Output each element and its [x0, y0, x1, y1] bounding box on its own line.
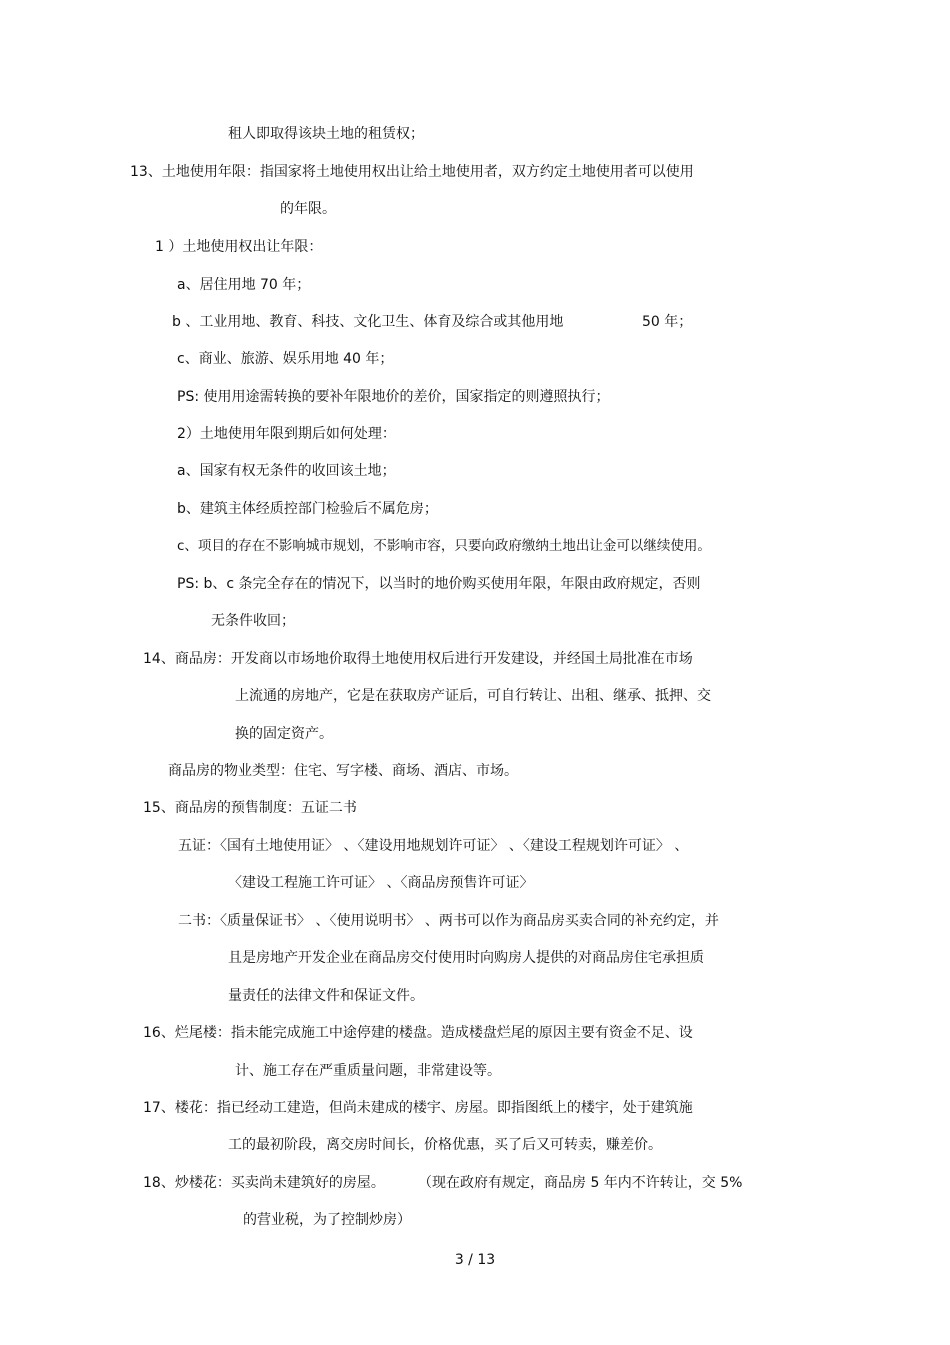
text-line: 二书：〈质量保证书〉 、〈使用说明书〉 、两书可以作为商品房买卖合同的补充约定，并: [178, 913, 719, 929]
text-line: 无条件收回；: [211, 613, 295, 629]
text-line: 上流通的房地产，它是在获取房产证后，可自行转让、出租、继承、抵押、交: [235, 688, 711, 704]
text-line: 商品房的物业类型：住宅、写字楼、商场、酒店、市场。: [168, 763, 518, 779]
text-line: a、居住用地 70 年；: [177, 277, 311, 293]
text-line: 工的最初阶段，离交房时间长，价格优惠，买了后又可转卖，赚差价。: [228, 1137, 662, 1153]
text-line: 14、商品房：开发商以市场地价取得土地使用权后进行开发建设，并经国土局批准在市场: [143, 651, 693, 667]
text-line: c、商业、旅游、娱乐用地 40 年；: [177, 351, 394, 367]
text-line: b 、工业用地、教育、科技、文化卫生、体育及综合或其他用地: [172, 314, 564, 330]
text-line: c、项目的存在不影响城市规划，不影响市容，只要向政府缴纳土地出让金可以继续使用。: [177, 538, 711, 554]
text-line: 2）土地使用年限到期后如何处理：: [177, 426, 396, 442]
text-line: 13、土地使用年限：指国家将土地使用权出让给土地使用者，双方约定土地使用者可以使用: [130, 164, 694, 180]
text-line: 租人即取得该块土地的租赁权；: [228, 126, 424, 142]
text-line: PS: b、c 条完全存在的情况下，以当时的地价购买使用年限，年限由政府规定，否则: [177, 576, 701, 592]
text-line: （现在政府有规定，商品房 5 年内不许转让，交 5%: [418, 1175, 743, 1191]
text-line: 的年限。: [280, 201, 336, 217]
text-line: 计、施工存在严重质量问题，非常建设等。: [235, 1063, 501, 1079]
text-line: 15、商品房的预售制度：五证二书: [143, 800, 357, 816]
text-line: 换的固定资产。: [235, 726, 333, 742]
text-line: 18、炒楼花：买卖尚未建筑好的房屋。: [143, 1175, 385, 1191]
text-line: 1 ）土地使用权出让年限：: [155, 239, 323, 255]
text-line: 16、烂尾楼：指未能完成施工中途停建的楼盘。造成楼盘烂尾的原因主要有资金不足、设: [143, 1025, 693, 1041]
text-line: 五证：〈国有土地使用证〉 、〈建设用地规划许可证〉 、〈建设工程规划许可证〉 、: [178, 838, 689, 854]
text-line: PS: 使用用途需转换的要补年限地价的差价，国家指定的则遵照执行；: [177, 389, 610, 405]
text-line: b、建筑主体经质控部门检验后不属危房；: [177, 501, 438, 517]
text-line: 〈建设工程施工许可证〉 、〈商品房预售许可证〉: [228, 875, 534, 891]
page-number: 3 / 13: [454, 1252, 496, 1268]
text-line: 且是房地产开发企业在商品房交付使用时向购房人提供的对商品房住宅承担质: [228, 950, 704, 966]
text-line: a、国家有权无条件的收回该土地；: [177, 463, 396, 479]
text-line: 50 年；: [642, 314, 693, 330]
text-line: 量责任的法律文件和保证文件。: [228, 988, 424, 1004]
text-line: 17、楼花：指已经动工建造，但尚未建成的楼宇、房屋。即指图纸上的楼宇，处于建筑施: [143, 1100, 693, 1116]
text-line: 的营业税，为了控制炒房）: [243, 1212, 411, 1228]
